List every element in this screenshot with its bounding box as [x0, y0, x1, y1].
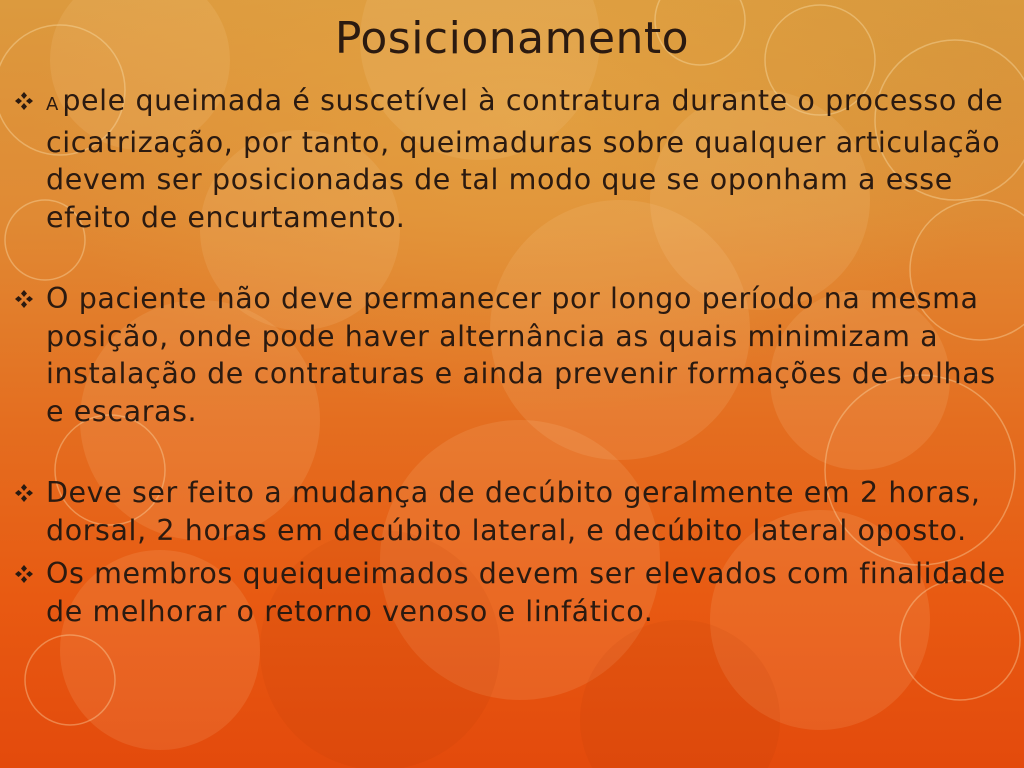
slide-title: Posicionamento	[334, 13, 690, 64]
four-diamond-icon	[14, 483, 34, 503]
bullet-item	[10, 555, 1010, 630]
bullet-list	[10, 82, 1010, 630]
four-diamond-icon	[14, 289, 34, 309]
bullet-item	[10, 82, 1010, 236]
bullet-text: O paciente não deve permanecer por longo período na mesma posição, onde pode haver alternância as quais minimizam a instalação de contraturas e ainda prevenir formações de bolhas e escaras.	[46, 282, 996, 428]
bullet-lead: A	[46, 94, 59, 115]
four-diamond-icon	[14, 564, 34, 584]
bullet-text: Os membros queiqueimados devem ser elevados com finalidade de melhorar o retorno venoso e linfático.	[46, 557, 1006, 628]
bullet-text: Deve ser feito a mudança de decúbito geralmente em 2 horas, dorsal, 2 horas em decúbito lateral, e decúbito lateral oposto.	[46, 476, 981, 547]
bullet-text: pele queimada é suscetível à contratura durante o processo de cicatrização, por tanto, queimaduras sobre qualquer articulação devem ser posicionadas de tal modo que se oponham a esse efeito de encurtamento.	[46, 84, 1004, 234]
four-diamond-icon	[14, 91, 34, 111]
bullet-item	[10, 474, 1010, 549]
bullet-item	[10, 280, 1010, 430]
